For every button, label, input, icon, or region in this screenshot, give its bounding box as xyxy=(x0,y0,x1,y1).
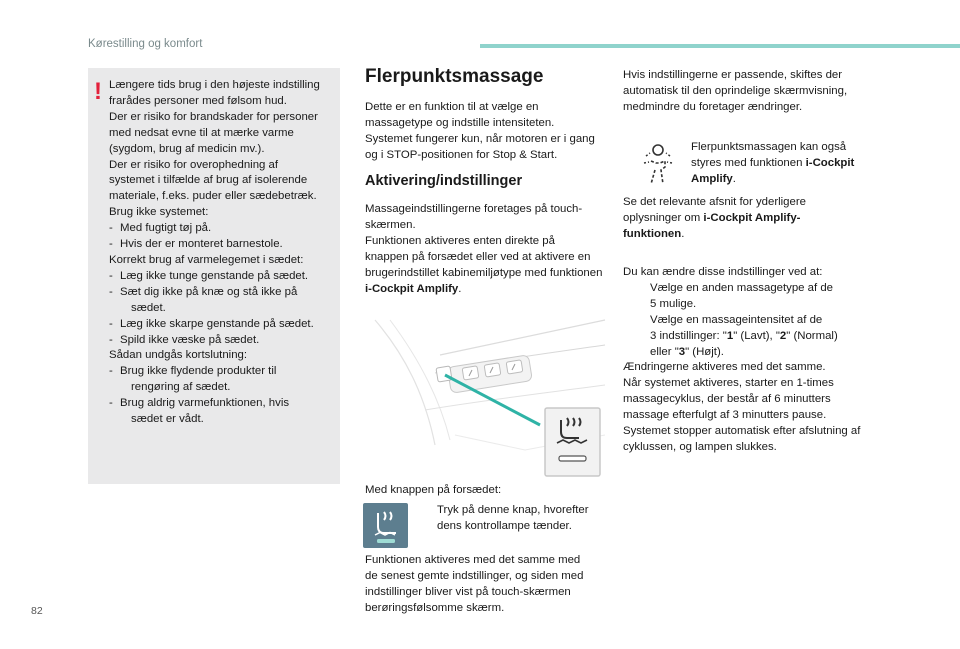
warning-line: sædet. xyxy=(131,301,166,314)
warning-line: - Brug aldrig varmefunktionen, hvis xyxy=(109,397,290,410)
warning-line: - Læg ikke skarpe genstande på sædet. xyxy=(109,317,314,330)
section-title: Flerpunktsmassage xyxy=(365,66,544,87)
list-item: Vælge en anden massagetype af de 5 mulige. xyxy=(650,281,834,310)
warning-line: - Sæt dig ikke på knæ og stå ikke på xyxy=(109,285,298,298)
intro-paragraph: Dette er en funktion til at vælge en massagetype og indstille intensiteten. Systemet fungerer kun, når motoren er i gang og i STOP-positionen for Stop & Start. xyxy=(365,101,595,161)
massage-button-icon xyxy=(363,503,408,548)
warning-line: (sygdom, brug af medicin mv.). xyxy=(109,142,265,155)
warning-line: - Hvis der er monteret barnestole. xyxy=(109,238,283,251)
warning-line: - Brug ikke flydende produkter til xyxy=(109,365,277,378)
warning-exclamation-icon: ! xyxy=(94,78,102,105)
list-item: Vælge en massageintensitet af de 3 indstillinger: "1" (Lavt), "2" (Normal) eller "3" (Højt). xyxy=(650,313,838,358)
warning-line: - Læg ikke tunge genstande på sædet. xyxy=(109,269,309,282)
cockpit-note: Flerpunktsmassagen kan også styres med funktionen i-Cockpit Amplify. xyxy=(691,141,855,185)
right-intro-paragraph: Hvis indstillingerne er passende, skiftes der automatisk til den oprindelige skærmvisning, medmindre du foretager ændringer. xyxy=(623,69,848,113)
warning-line: - Med fugtigt tøj på. xyxy=(109,222,212,235)
warning-line: sædet er vådt. xyxy=(131,413,204,426)
warning-line: materiale, f.eks. puder eller sædebetræk. xyxy=(109,190,317,203)
warning-line: rengøring af sædet. xyxy=(131,381,231,394)
header-title: Kørestilling og komfort xyxy=(88,38,203,50)
closing-paragraph: Funktionen aktiveres med det samme med de senest gemte indstillinger, og siden med indstillinger bliver vist på touch-skærmen berøringsfølsomme skærm. xyxy=(365,554,584,614)
seat-button-illustration xyxy=(365,315,607,477)
page-number: 82 xyxy=(31,605,43,617)
warning-line: Længere tids brug i den højeste indstilling xyxy=(109,79,320,91)
reference-paragraph: Se det relevante afsnit for yderligere oplysninger om i-Cockpit Amplify- funktionen. xyxy=(623,196,806,240)
warning-line: systemet i tilfælde af brug af isolerende xyxy=(109,174,308,187)
button-caption: Med knappen på forsædet: xyxy=(365,484,502,496)
warning-line: Korrekt brug af varmelegemet i sædet: xyxy=(109,253,304,266)
button-step: Tryk på denne knap, hvorefter dens kontrollampe tænder. xyxy=(437,504,589,532)
warning-line: Brug ikke systemet: xyxy=(109,206,209,219)
settings-change-list: Du kan ændre disse indstillinger ved at: Vælge en anden massagetype af de 5 mulige. Vælge en massageintensitet af de 3 indstillinger: "1" (Lavt), "2" (Normal) eller "3" (Højt). Ændringerne aktiveres med det samme. Når systemet aktiveres, starter en 1-times massagecyklus, der består af 6 minutters massage efterfulgt af 3 minutters pause. Systemet stopper automatisk efter afslutning af cyklussen, og lampen slukkes. xyxy=(623,266,861,453)
warning-text xyxy=(109,78,332,428)
warning-line: frarådes personer med følsom hud. xyxy=(109,94,287,107)
warning-line: Der er risiko for brandskader for personer xyxy=(109,110,318,123)
header-accent-bar xyxy=(480,44,960,48)
subsection-title: Aktivering/indstillinger xyxy=(365,173,523,189)
warning-line: - Spild ikke væske på sædet. xyxy=(109,333,260,346)
warning-line: Der er risiko for overophedning af xyxy=(109,158,279,171)
warning-line: med nedsat evne til at mærke varme xyxy=(109,126,294,139)
warning-line: Sådan undgås kortslutning: xyxy=(109,349,248,362)
warning-box xyxy=(88,68,340,484)
i-cockpit-amplify-icon xyxy=(640,141,676,187)
activation-paragraph: Massageindstillingerne foretages på touch- skærmen. Funktionen aktiveres enten direkte på knappen på forsædet eller ved at aktivere en brugerindstillet kabinemiljøtype med funktionen i-Cockpit Amplify. xyxy=(365,203,603,295)
